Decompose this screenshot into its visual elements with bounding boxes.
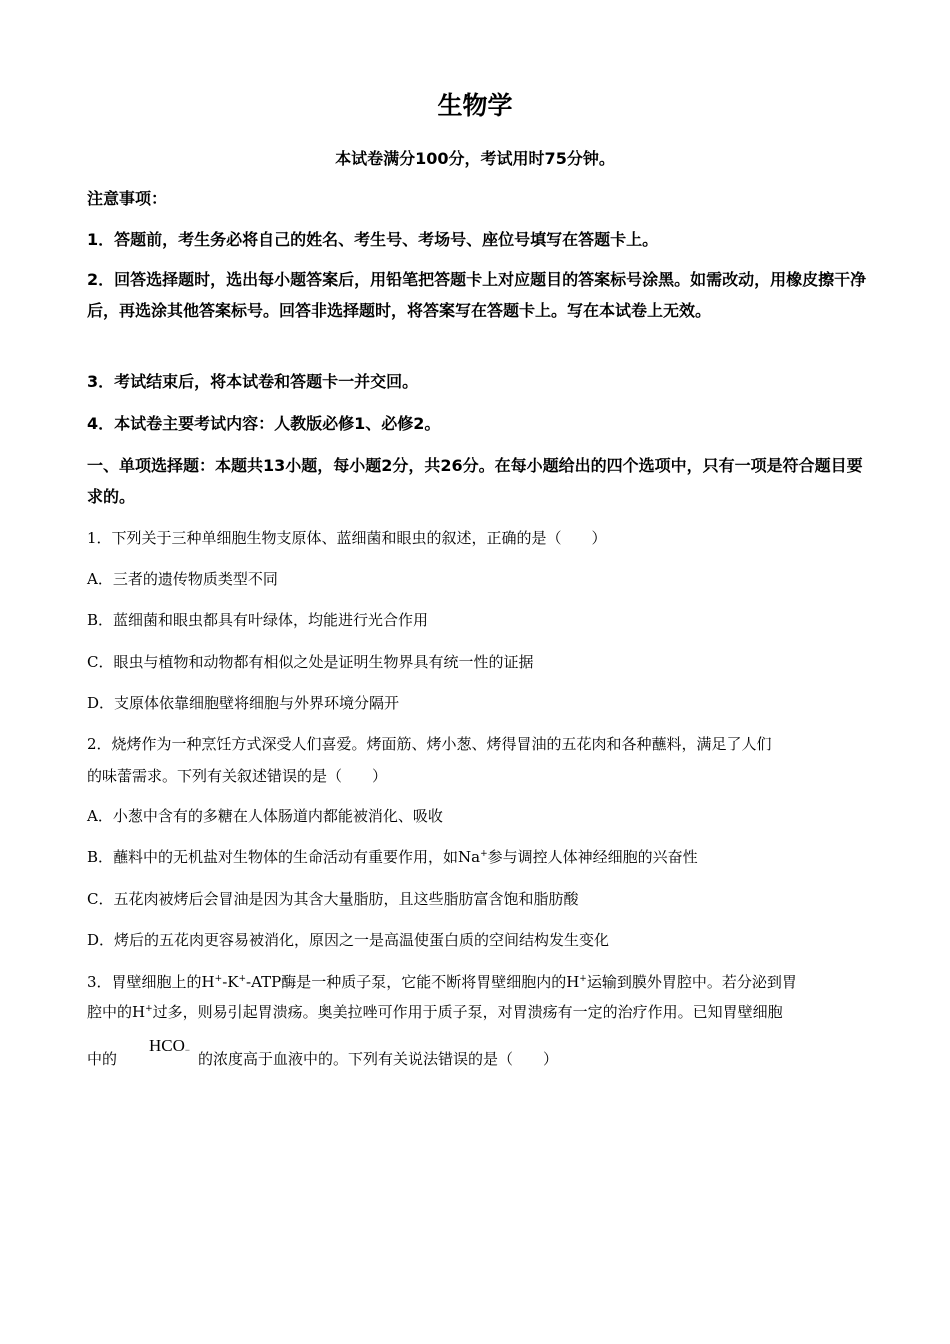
question-1-option-b: B．蓝细菌和眼虫都具有叶绿体，均能进行光合作用	[87, 611, 429, 629]
section-heading: 一、单项选择题：本题共13小题，每小题2分，共26分。在每小题给出的四个选项中，只有一项是符合题目要求的。	[87, 456, 863, 506]
notice-item-1: 1．答题前，考生务必将自己的姓名、考生号、考场号、座位号填写在答题卡上。	[87, 230, 659, 249]
question-2-stem-line-2: 的味蕾需求。下列有关叙述错误的是（ ）	[87, 767, 388, 785]
question-1-option-a: A．三者的遗传物质类型不同	[87, 570, 278, 588]
question-1-option-c: C．眼虫与植物和动物都有相似之处是证明生物界具有统一性的证据	[87, 653, 534, 671]
notice-heading: 注意事项：	[87, 189, 168, 208]
notice-item-3: 3．考试结束后，将本试卷和答题卡一并交回。	[87, 372, 419, 391]
question-3-stem-line-3: 中的HCO− 的浓度高于血液中的。下列有关说法错误的是（ ）	[87, 1036, 559, 1068]
notice-item-2: 2．回答选择题时，选出每小题答案后，用铅笔把答题卡上对应题目的答案标号涂黑。如需改动，用橡皮擦干净后，再选涂其他答案标号。回答非选择题时，将答案写在答题卡上。写在本试卷上无效。	[87, 270, 867, 320]
question-2-option-c: C．五花肉被烤后会冒油是因为其含大量脂肪，且这些脂肪富含饱和脂肪酸	[87, 890, 579, 908]
exam-info: 本试卷满分100分，考试用时75分钟。	[335, 149, 615, 168]
question-3-stem-line-1: 3．胃壁细胞上的H+-K+-ATP酶是一种质子泵，它能不断将胃壁细胞内的H+运输到膜外胃腔中。若分泌到胃	[87, 973, 797, 991]
question-1-option-d: D．支原体依靠细胞壁将细胞与外界环境分隔开	[87, 694, 400, 712]
notice-item-4: 4．本试卷主要考试内容：人教版必修1、必修2。	[87, 414, 441, 433]
bicarbonate-formula: HCO−	[149, 1036, 190, 1055]
question-2-option-d: D．烤后的五花肉更容易被消化，原因之一是高温使蛋白质的空间结构发生变化	[87, 931, 610, 949]
question-2-stem-line-1: 2．烧烤作为一种烹饪方式深受人们喜爱。烤面筋、烤小葱、烤得冒油的五花肉和各种蘸料，满足了人们	[87, 735, 772, 753]
question-2-option-b: B．蘸料中的无机盐对生物体的生命活动有重要作用，如Na+参与调控人体神经细胞的兴奋性	[87, 848, 698, 866]
question-3-stem-line-2: 腔中的H+过多，则易引起胃溃疡。奥美拉唑可作用于质子泵，对胃溃疡有一定的治疗作用。已知胃壁细胞	[87, 1003, 783, 1021]
page-title: 生物学	[437, 91, 513, 120]
question-1-stem: 1．下列关于三种单细胞生物支原体、蓝细菌和眼虫的叙述，正确的是（ ）	[87, 529, 607, 547]
question-2-option-a: A．小葱中含有的多糖在人体肠道内都能被消化、吸收	[87, 807, 443, 825]
